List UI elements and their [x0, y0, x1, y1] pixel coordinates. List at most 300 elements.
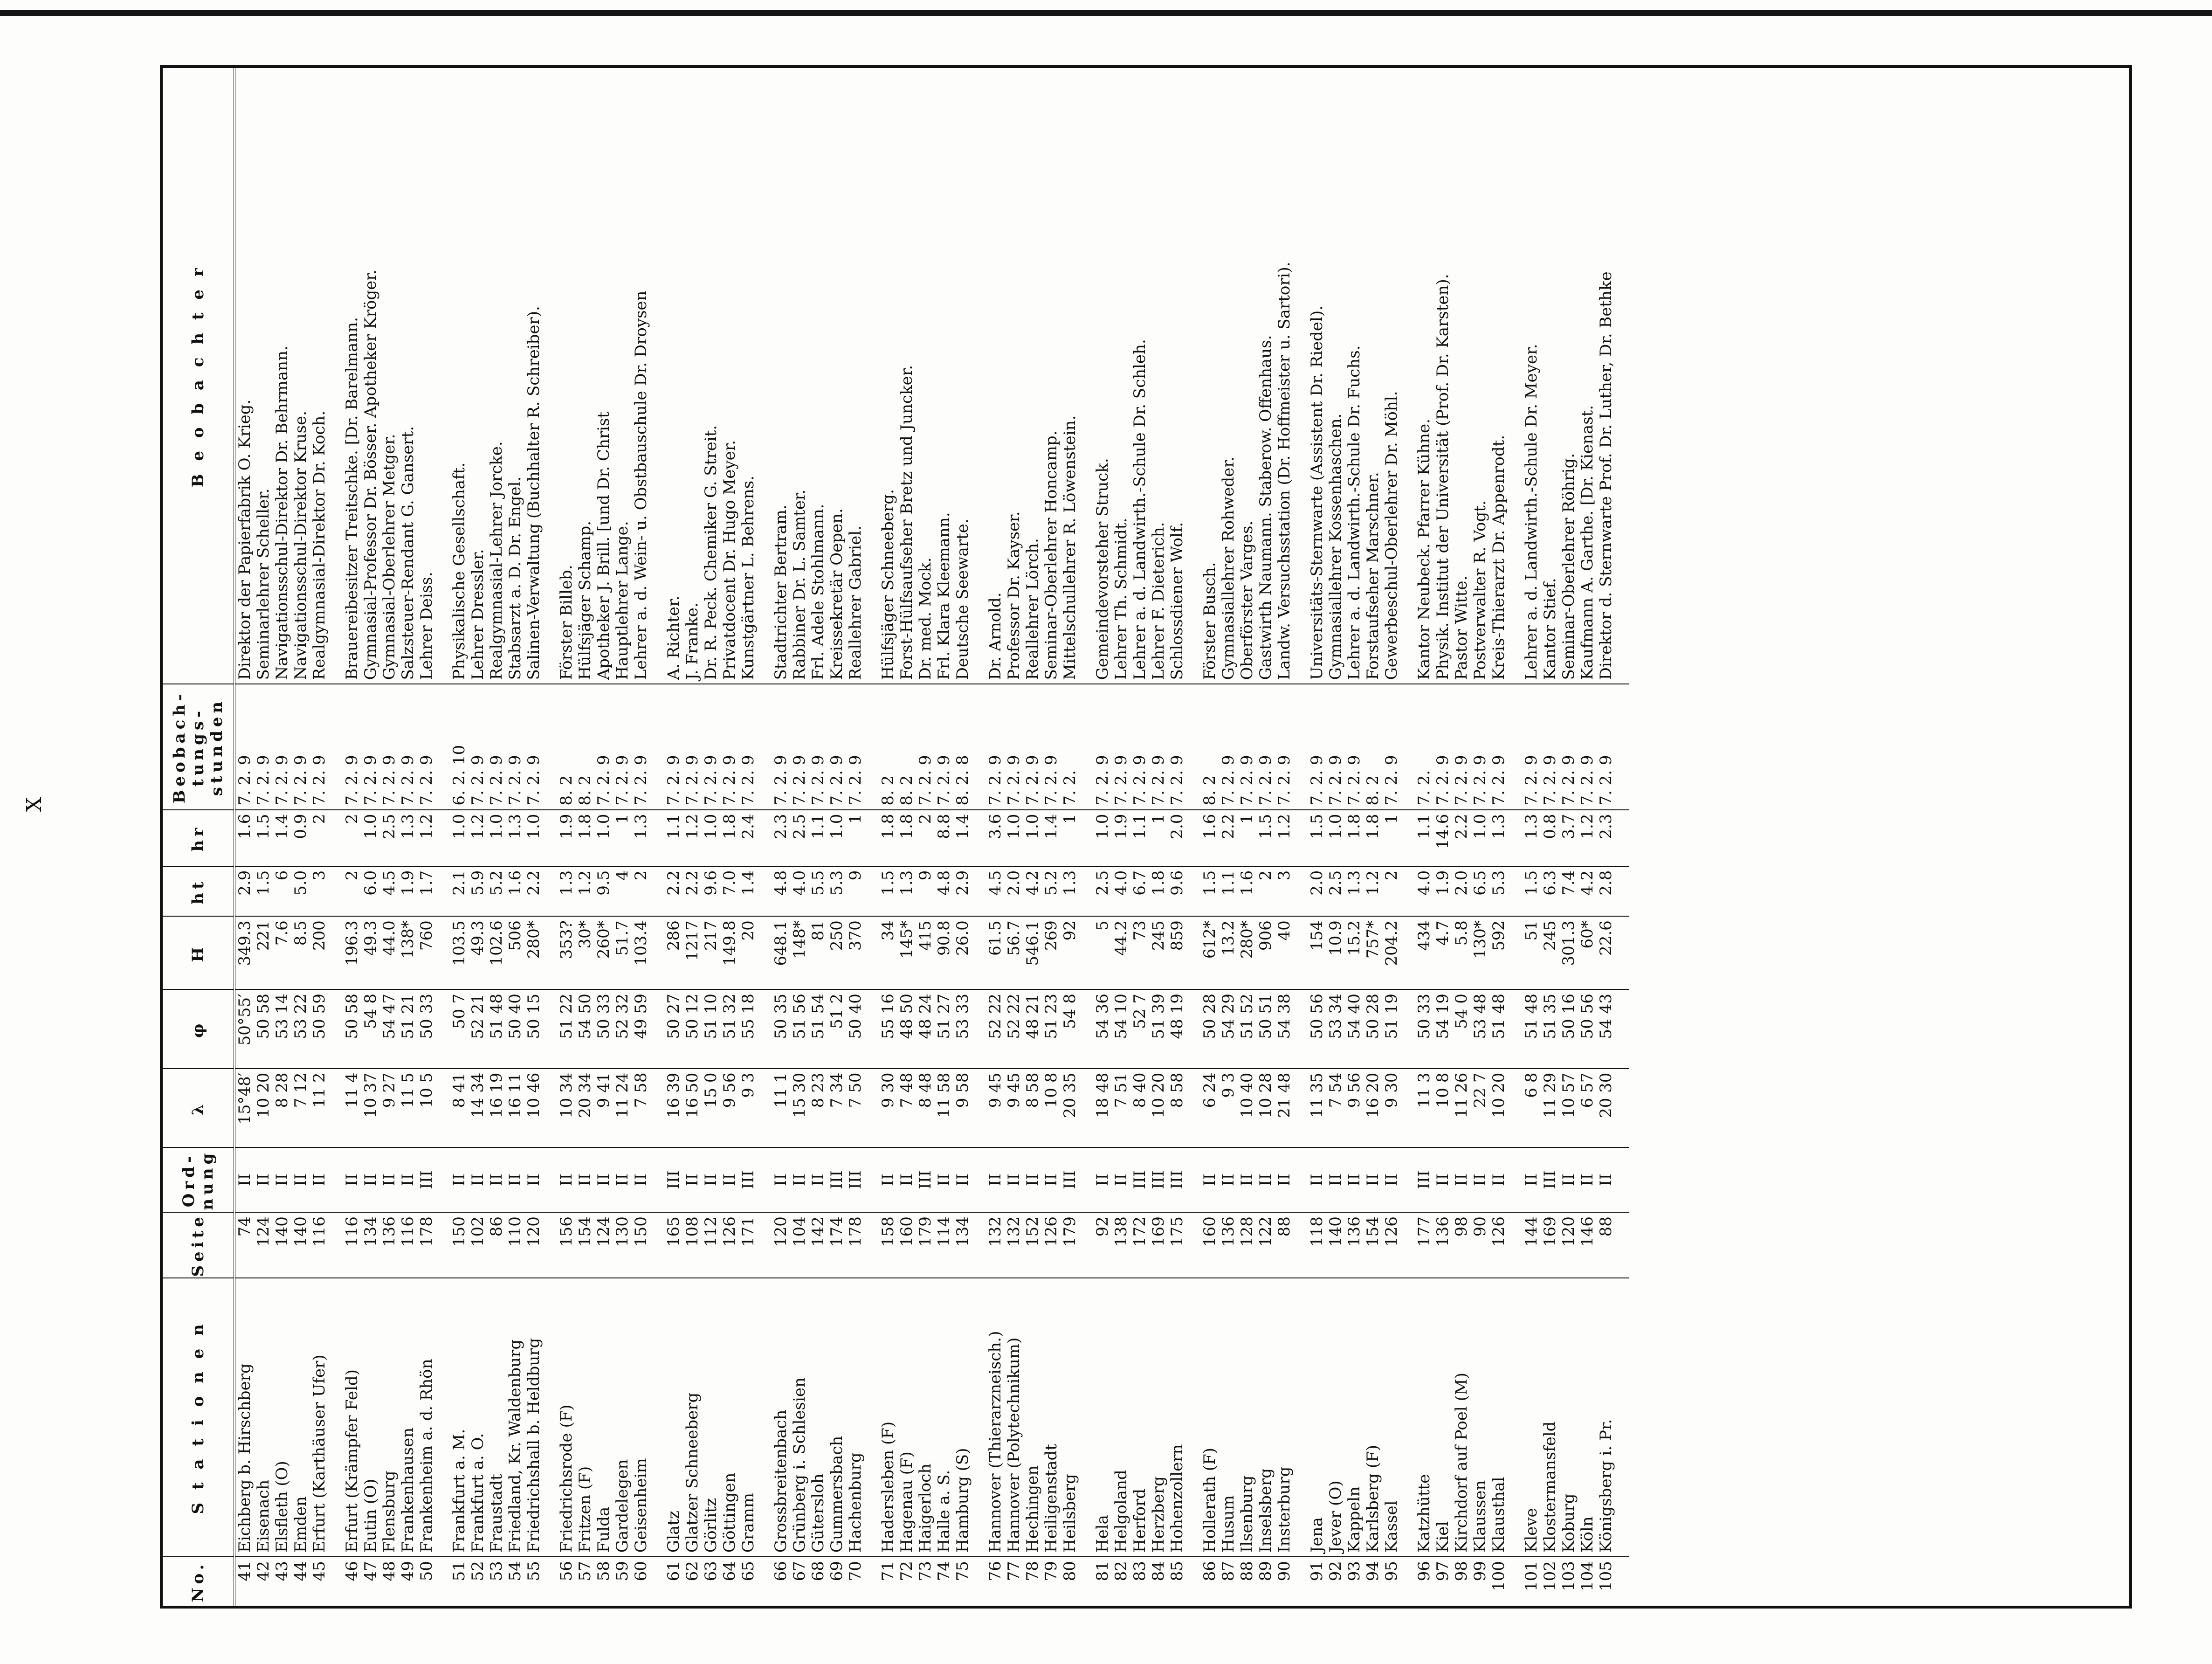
cell-hr: 1.4 [1042, 810, 1061, 866]
spacer-cell [543, 1069, 557, 1147]
group-spacer [865, 68, 879, 1606]
cell-ht: 1.7 [417, 866, 436, 917]
cell-seite: 126 [1382, 1212, 1401, 1277]
cell-observer: Kreissekretär Oepen. [827, 508, 846, 680]
header-row [163, 68, 234, 1606]
cell-ord: II [361, 1147, 380, 1212]
cell-no: 69 [827, 1557, 846, 1606]
cell-lam: 10 8 [1042, 1069, 1061, 1147]
cell-seite: 90 [1471, 1212, 1489, 1277]
table-row [594, 68, 613, 1606]
cell-hr: 1.8 [720, 810, 739, 866]
cell-hr: 1 [846, 810, 865, 866]
cell-hr: 14.6 [1433, 810, 1452, 866]
col-stationen: S t a t i o n e n [163, 1278, 234, 1557]
cell-no: 51 [450, 1557, 469, 1606]
cell-hr: 2.2 [1452, 810, 1471, 866]
cell-lam: 16 50 [683, 1069, 702, 1147]
cell-hr: 1.1 [1415, 810, 1433, 866]
cell-observer: Kantor Stief. [1541, 578, 1559, 680]
cell-hr: 2.5 [790, 810, 809, 866]
cell-hours: 7. 2. 9 [846, 684, 865, 809]
cell-phi: 53 48 [1471, 989, 1489, 1068]
col-ht: ht [163, 866, 234, 917]
spacer-cell [329, 1069, 343, 1147]
cell-ord: II [1578, 1147, 1597, 1212]
cell-lam: 8 48 [916, 1069, 935, 1147]
col-phi: φ [163, 989, 234, 1068]
cell-H: 5.8 [1452, 916, 1471, 989]
table-row [846, 68, 865, 1606]
cell-lam: 10 28 [1256, 1069, 1275, 1147]
cell-H: 4.7 [1433, 916, 1452, 989]
spacer-cell [1079, 989, 1093, 1068]
cell-phi: 51 52 [1238, 989, 1256, 1068]
cell-hr: 2 [916, 810, 935, 866]
spacer-cell [865, 866, 879, 917]
cell-observer: Oberförster Varges. [1238, 520, 1256, 680]
spacer-cell [543, 684, 557, 809]
cell-ord: III [1168, 1147, 1186, 1212]
table-row [935, 68, 953, 1606]
spacer-cell [865, 1557, 879, 1606]
cell-phi: 52 22 [986, 989, 1005, 1068]
table-row [1168, 68, 1186, 1606]
spacer-cell [1615, 1557, 1629, 1606]
cell-phi: 50 35 [772, 989, 790, 1068]
cell-station: Halle a. S. [935, 1278, 953, 1557]
spacer-cell [329, 1212, 343, 1277]
cell-station: Hechingen [1023, 1278, 1042, 1557]
spacer-cell [543, 1278, 557, 1557]
cell-observer: Kaufmann A. Garthe. [Dr. Kienast. [1578, 405, 1597, 680]
spacer-cell [1079, 866, 1093, 917]
cell-observer: Reallehrer Lörch. [1023, 538, 1042, 680]
cell-hr: 1.8 [879, 810, 897, 866]
spacer-cell [1186, 1278, 1200, 1557]
cell-observer: Seminar-Oberlehrer Honcamp. [1042, 430, 1061, 680]
cell-seite: 116 [399, 1212, 417, 1277]
cell-observer: Frl. Adele Stohlmann. [809, 504, 827, 680]
cell-phi: 54 50 [576, 989, 594, 1068]
cell-no: 103 [1559, 1557, 1578, 1606]
table-row [1559, 68, 1578, 1606]
cell-H: 8.5 [291, 916, 310, 989]
cell-no: 44 [291, 1557, 310, 1606]
cell-observer: Hülfsjäger Schneeberg. [879, 489, 897, 680]
cell-ord: II [1433, 1147, 1452, 1212]
cell-station: Gramm [739, 1278, 758, 1557]
cell-station: Eichberg b. Hirschberg [234, 1278, 254, 1557]
cell-ht: 7.0 [720, 866, 739, 917]
cell-seite: 74 [234, 1212, 254, 1277]
cell-no: 88 [1238, 1557, 1256, 1606]
cell-observer: Lehrer Dressler. [469, 549, 487, 680]
spacer-cell [1186, 1147, 1200, 1212]
cell-lam: 7 54 [1326, 1069, 1345, 1147]
cell-hr: 1.0 [594, 810, 613, 866]
cell-observer: Gemeindevorsteher Struck. [1093, 458, 1112, 680]
cell-hr: 2.5 [380, 810, 399, 866]
cell-H: 13.2 [1219, 916, 1238, 989]
spacer-cell [1615, 1278, 1629, 1557]
spacer-cell [650, 684, 664, 809]
table-row [506, 68, 524, 1606]
cell-seite: 128 [1238, 1212, 1256, 1277]
cell-phi: 50 40 [506, 989, 524, 1068]
cell-H: 60* [1578, 916, 1597, 989]
cell-station: Kleve [1522, 1278, 1541, 1557]
spacer-cell [1079, 1212, 1093, 1277]
cell-hr: 1.0 [1093, 810, 1112, 866]
cell-hours: 7. 2. 9 [916, 684, 935, 809]
cell-seite: 134 [361, 1212, 380, 1277]
cell-hr: 8.8 [935, 810, 953, 866]
cell-hr: 1.0 [1326, 810, 1345, 866]
cell-ht: 6.7 [1130, 866, 1149, 917]
cell-seite: 126 [720, 1212, 739, 1277]
spacer-cell [1401, 1069, 1415, 1147]
cell-seite: 132 [986, 1212, 1005, 1277]
cell-no: 46 [343, 1557, 361, 1606]
cell-H: 49.3 [361, 916, 380, 989]
cell-hours: 7. 2. 9 [772, 684, 790, 809]
cell-hr: 1.8 [576, 810, 594, 866]
cell-hours: 7. 2. 9 [487, 684, 506, 809]
table-row [1219, 68, 1238, 1606]
cell-seite: 130 [613, 1212, 632, 1277]
table-row [790, 68, 809, 1606]
cell-phi: 53 34 [1326, 989, 1345, 1068]
cell-station: Gardelegen [613, 1278, 632, 1557]
cell-ht: 4.0 [1415, 866, 1433, 917]
cell-ord: II [1275, 1147, 1294, 1212]
cell-observer: Förster Billeb. [557, 565, 576, 680]
spacer-cell [1508, 1557, 1522, 1606]
table-row [254, 68, 273, 1606]
cell-hours: 7. 2. 9 [399, 684, 417, 809]
cell-hours: 7. 2. 9 [273, 684, 291, 809]
cell-ht: 1.6 [506, 866, 524, 917]
cell-lam: 9 3 [1219, 1069, 1238, 1147]
cell-lam: 9 45 [1005, 1069, 1023, 1147]
cell-H: 760 [417, 916, 436, 989]
cell-station: Kirchdorf auf Poel (M) [1452, 1278, 1471, 1557]
cell-hr: 1.0 [702, 810, 720, 866]
cell-no: 81 [1093, 1557, 1112, 1606]
cell-observer: Realgymnasial-Lehrer Jorcke. [487, 441, 506, 680]
cell-H: 280* [524, 916, 543, 989]
cell-station: Hela [1093, 1278, 1112, 1557]
spacer-cell [1079, 810, 1093, 866]
cell-hours: 7. 2. 9 [986, 684, 1005, 809]
cell-station: Geisenheim [632, 1278, 650, 1557]
cell-lam: 10 37 [361, 1069, 380, 1147]
cell-phi: 50 7 [450, 989, 469, 1068]
cell-no: 82 [1112, 1557, 1130, 1606]
cell-phi: 48 24 [916, 989, 935, 1068]
cell-lam: 10 40 [1238, 1069, 1256, 1147]
cell-observer: Mittelschullehrer R. Löwenstein. [1061, 415, 1079, 680]
cell-H: 280* [1238, 916, 1256, 989]
cell-ht: 1.9 [399, 866, 417, 917]
cell-hours: 7. 2. [1415, 684, 1433, 809]
table-row [683, 68, 702, 1606]
spacer-cell [329, 684, 343, 809]
cell-station: Emden [291, 1278, 310, 1557]
cell-ord: II [683, 1147, 702, 1212]
cell-phi: 48 21 [1023, 989, 1042, 1068]
cell-seite: 120 [524, 1212, 543, 1277]
spacer-cell [1186, 916, 1200, 989]
cell-hr: 1.1 [664, 810, 683, 866]
spacer-cell [543, 810, 557, 866]
spacer-cell [865, 1212, 879, 1277]
cell-ord: III [827, 1147, 846, 1212]
cell-ht: 2 [343, 866, 361, 917]
cell-H: 148* [790, 916, 809, 989]
cell-seite: 126 [1042, 1212, 1061, 1277]
cell-H: 301.3 [1559, 916, 1578, 989]
cell-hours: 8. 2. 8 [953, 684, 972, 809]
spacer-cell [1079, 1557, 1093, 1606]
spacer-cell [1401, 810, 1415, 866]
spacer-cell [972, 684, 986, 809]
table-row [469, 68, 487, 1606]
table-row [1433, 68, 1452, 1606]
table-row [916, 68, 935, 1606]
cell-phi: 54 10 [1112, 989, 1130, 1068]
cell-phi: 52 22 [1005, 989, 1023, 1068]
cell-ord: II [524, 1147, 543, 1212]
cell-phi: 55 18 [739, 989, 758, 1068]
cell-hours: 7. 2. 9 [1452, 684, 1471, 809]
spacer-cell [865, 1278, 879, 1557]
cell-seite: 122 [1256, 1212, 1275, 1277]
cell-ht: 6.3 [1541, 866, 1559, 917]
cell-hr: 1 [1238, 810, 1256, 866]
cell-H: 415 [916, 916, 935, 989]
cell-station: Jever (O) [1326, 1278, 1345, 1557]
cell-ht: 1.8 [1149, 866, 1168, 917]
cell-hours: 7. 2. 9 [1326, 684, 1345, 809]
cell-lam: 16 39 [664, 1069, 683, 1147]
spacer-cell [1079, 916, 1093, 989]
cell-hours: 8. 2 [1364, 684, 1382, 809]
cell-lam: 8 58 [1168, 1069, 1186, 1147]
cell-seite: 140 [1326, 1212, 1345, 1277]
spacer-cell [972, 989, 986, 1068]
cell-ord: II [291, 1147, 310, 1212]
cell-H: 245 [1541, 916, 1559, 989]
cell-hours: 7. 2. 9 [1042, 684, 1061, 809]
cell-ord: II [935, 1147, 953, 1212]
cell-lam: 11 58 [935, 1069, 953, 1147]
cell-phi: 54 29 [1219, 989, 1238, 1068]
cell-ord: II [1093, 1147, 1112, 1212]
cell-ht: 1.5 [254, 866, 273, 917]
cell-observer: Gymnasial-Professor Dr. Bösser. Apotheker Kröger. [361, 269, 380, 680]
cell-phi: 50 28 [1200, 989, 1219, 1068]
cell-lam: 9 27 [380, 1069, 399, 1147]
cell-ord: III [1541, 1147, 1559, 1212]
table-row [613, 68, 632, 1606]
cell-station: Königsberg i. Pr. [1597, 1278, 1615, 1557]
spacer-cell [1186, 989, 1200, 1068]
cell-ht: 1.6 [1238, 866, 1256, 917]
cell-H: 56.7 [1005, 916, 1023, 989]
cell-hr: 1 [613, 810, 632, 866]
cell-ord: II [897, 1147, 916, 1212]
cell-ht: 4.2 [1023, 866, 1042, 917]
cell-H: 5 [1093, 916, 1112, 989]
cell-station: Hamburg (S) [953, 1278, 972, 1557]
cell-seite: 118 [1308, 1212, 1326, 1277]
cell-phi: 50 12 [683, 989, 702, 1068]
cell-lam: 15°48′ [234, 1069, 254, 1147]
cell-seite: 171 [739, 1212, 758, 1277]
spacer-cell [436, 1278, 450, 1557]
cell-phi: 51 48 [1489, 989, 1508, 1068]
cell-observer: Privatdocent Dr. Hugo Meyer. [720, 440, 739, 680]
cell-no: 67 [790, 1557, 809, 1606]
table-row [1382, 68, 1401, 1606]
cell-ht: 5.9 [469, 866, 487, 917]
table-row [1597, 68, 1615, 1606]
group-spacer [758, 68, 772, 1606]
cell-no: 94 [1364, 1557, 1382, 1606]
cell-phi: 50 27 [664, 989, 683, 1068]
spacer-cell [1508, 989, 1522, 1068]
spacer-cell [650, 916, 664, 989]
cell-phi: 53 14 [273, 989, 291, 1068]
spacer-cell [1615, 1212, 1629, 1277]
cell-observer: Frl. Klara Kleemann. [935, 512, 953, 680]
col-ordnung: Ord-nung [163, 1147, 234, 1212]
cell-hours: 7. 2. 9 [234, 684, 254, 809]
cell-H: 353? [557, 916, 576, 989]
cell-observer: Apotheker J. Brill. [und Dr. Christ [594, 411, 613, 680]
spacer-cell [329, 1278, 343, 1557]
cell-seite: 104 [790, 1212, 809, 1277]
cell-ord: III [664, 1147, 683, 1212]
cell-ord: II [273, 1147, 291, 1212]
cell-ord: II [557, 1147, 576, 1212]
spacer-cell [329, 1147, 343, 1212]
spacer-cell [650, 1212, 664, 1277]
cell-lam: 22 7 [1471, 1069, 1489, 1147]
cell-H: 103.5 [450, 916, 469, 989]
cell-seite: 174 [827, 1212, 846, 1277]
cell-no: 52 [469, 1557, 487, 1606]
cell-phi: 50°55′ [234, 989, 254, 1068]
col-beobachter: B e o b a c h t e r [163, 68, 234, 684]
spacer-cell [543, 866, 557, 917]
cell-lam: 20 30 [1597, 1069, 1615, 1147]
cell-hours: 7. 2. 9 [1308, 684, 1326, 809]
cell-station: Husum [1219, 1278, 1238, 1557]
cell-lam: 9 30 [1382, 1069, 1401, 1147]
cell-lam: 16 19 [487, 1069, 506, 1147]
cell-phi: 54 40 [1345, 989, 1364, 1068]
cell-phi: 54 43 [1597, 989, 1615, 1068]
cell-ht: 1.5 [879, 866, 897, 917]
cell-station: Klostermansfeld [1541, 1278, 1559, 1557]
spacer-cell [1508, 684, 1522, 809]
spacer-cell [758, 916, 772, 989]
cell-observer: Direktor d. Sternwarte Prof. Dr. Luther, Dr. Bethke [1597, 271, 1615, 680]
cell-no: 96 [1415, 1557, 1433, 1606]
cell-observer: Stadtrichter Bertram. [772, 504, 790, 680]
cell-ht: 2.8 [1597, 866, 1615, 917]
cell-H: 592 [1489, 916, 1508, 989]
spacer-cell [1294, 916, 1308, 989]
cell-observer: Hauptlehrer Lange. [613, 521, 632, 680]
cell-no: 75 [953, 1557, 972, 1606]
station-table [163, 68, 1629, 1606]
cell-no: 99 [1471, 1557, 1489, 1606]
cell-observer: Stabsarzt a. D. Dr. Engel. [506, 476, 524, 680]
cell-seite: 86 [487, 1212, 506, 1277]
cell-station: Ilsenburg [1238, 1278, 1256, 1557]
cell-H: 40 [1275, 916, 1294, 989]
group-spacer [1508, 68, 1522, 1606]
cell-ht: 2.2 [683, 866, 702, 917]
cell-observer: Lehrer F. Dieterich. [1149, 522, 1168, 680]
spacer-cell [972, 810, 986, 866]
cell-hr: 1.0 [827, 810, 846, 866]
table-row [576, 68, 594, 1606]
cell-seite: 136 [1433, 1212, 1452, 1277]
cell-ord: II [1522, 1147, 1541, 1212]
cell-ht: 5.2 [1042, 866, 1061, 917]
cell-observer: Pastor Witte. [1452, 575, 1471, 680]
table-row [487, 68, 506, 1606]
cell-observer: Rabbiner Dr. L. Samter. [790, 489, 809, 680]
cell-hours: 7. 2. 9 [361, 684, 380, 809]
cell-ord: II [594, 1147, 613, 1212]
cell-seite: 169 [1541, 1212, 1559, 1277]
cell-station: Herzberg [1149, 1278, 1168, 1557]
cell-phi: 50 58 [343, 989, 361, 1068]
cell-phi: 50 51 [1256, 989, 1275, 1068]
group-spacer [436, 68, 450, 1606]
cell-ord: II [953, 1147, 972, 1212]
table-row [1130, 68, 1149, 1606]
cell-H: 49.3 [469, 916, 487, 989]
scan-edge [0, 10, 2212, 16]
cell-lam: 8 28 [273, 1069, 291, 1147]
cell-H: 51.7 [613, 916, 632, 989]
cell-observer: Deutsche Seewarte. [953, 518, 972, 680]
cell-hours: 7. 2. 9 [1275, 684, 1294, 809]
cell-ord: III [846, 1147, 865, 1212]
cell-hr: 1.0 [361, 810, 380, 866]
group-spacer [329, 68, 343, 1606]
spacer-cell [865, 1147, 879, 1212]
cell-observer: Kunstgärtner L. Behrens. [739, 476, 758, 680]
cell-seite: 126 [1489, 1212, 1508, 1277]
cell-H: 1217 [683, 916, 702, 989]
cell-H: 20 [739, 916, 758, 989]
spacer-cell [1294, 68, 1308, 684]
group-spacer [650, 68, 664, 1606]
cell-lam: 14 34 [469, 1069, 487, 1147]
cell-lam: 10 57 [1559, 1069, 1578, 1147]
cell-no: 102 [1541, 1557, 1559, 1606]
col-h: H [163, 916, 234, 989]
cell-no: 55 [524, 1557, 543, 1606]
